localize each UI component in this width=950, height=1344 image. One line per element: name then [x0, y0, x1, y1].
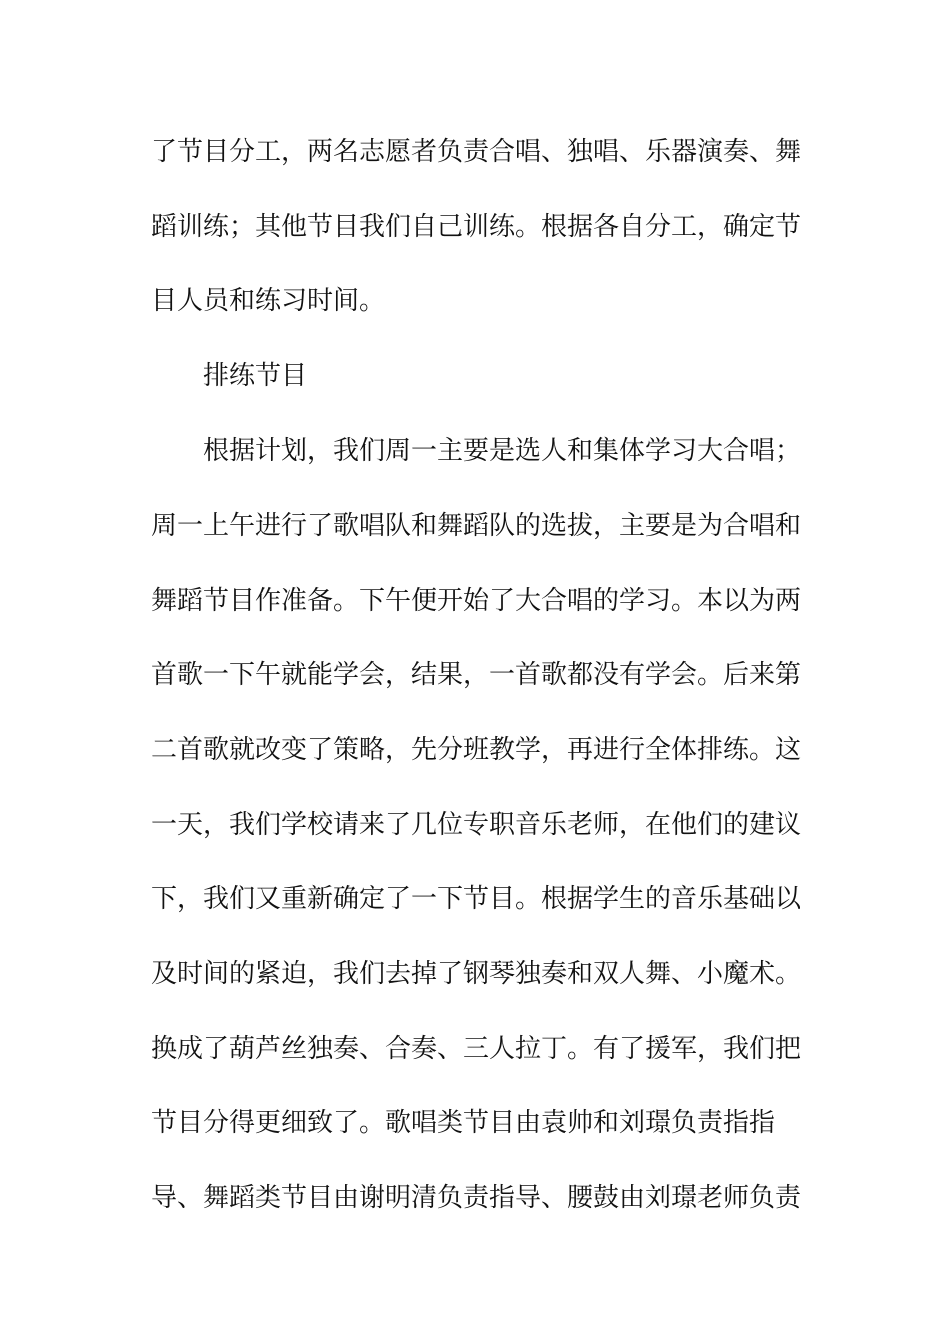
text-line: 导、舞蹈类节目由谢明清负责指导、腰鼓由刘璟老师负责 — [151, 1183, 802, 1213]
text-line: 节目分得更细致了。歌唱类节目由袁帅和刘璟负责指指 — [151, 1108, 776, 1138]
text-line: 换成了葫芦丝独奏、合奏、三人拉丁。有了援军，我们把 — [151, 1034, 802, 1064]
text-line: 二首歌就改变了策略，先分班教学，再进行全体排练。这 — [151, 735, 802, 765]
text-line: 周一上午进行了歌唱队和舞蹈队的选拔，主要是为合唱和 — [151, 511, 802, 541]
text-line: 下，我们又重新确定了一下节目。根据学生的音乐基础以 — [151, 884, 802, 914]
text-line: 蹈训练；其他节目我们自己训练。根据各自分工，确定节 — [151, 212, 802, 242]
section-heading: 排练节目 — [203, 361, 308, 391]
text-line: 根据计划，我们周一主要是选人和集体学习大合唱； — [203, 436, 802, 466]
text-line: 了节目分工，两名志愿者负责合唱、独唱、乐器演奏、舞 — [151, 137, 802, 167]
text-line: 一天，我们学校请来了几位专职音乐老师，在他们的建议 — [151, 810, 802, 840]
text-line: 舞蹈节目作准备。下午便开始了大合唱的学习。本以为两 — [151, 586, 802, 616]
text-line: 首歌一下午就能学会，结果，一首歌都没有学会。后来第 — [151, 660, 802, 690]
text-line: 及时间的紧迫，我们去掉了钢琴独奏和双人舞、小魔术。 — [151, 959, 802, 989]
text-line: 目人员和练习时间。 — [151, 286, 386, 316]
